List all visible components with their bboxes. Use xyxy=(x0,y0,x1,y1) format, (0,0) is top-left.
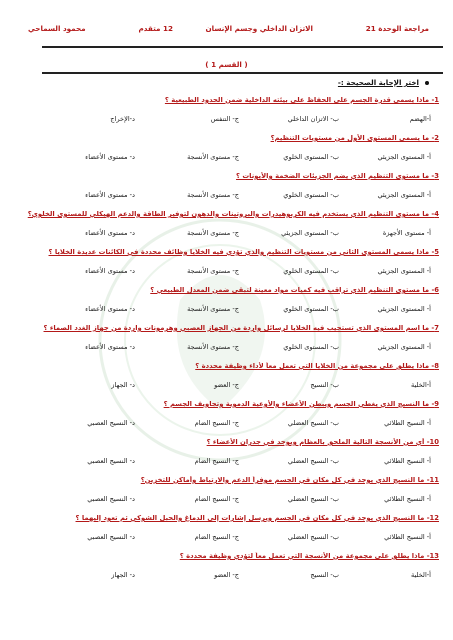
option-c[interactable]: ج- النسيج الضام xyxy=(194,419,239,427)
options-7 xyxy=(10,343,435,352)
option-a[interactable]: أ-الخلية xyxy=(410,571,431,579)
option-b[interactable]: ب- المستوى الخلوي xyxy=(283,153,339,161)
option-b[interactable]: ب- النسيج العضلي xyxy=(287,495,339,503)
option-d[interactable]: د- مستوى الأعضاء xyxy=(85,153,135,161)
options-2 xyxy=(10,153,435,162)
question-12: 12- ما النسيج الذي يوجد في كل مكان في الجسم ويرسل إشارات إلى الدماغ والحبل الشوكي ثم تعود إليهما ؟ xyxy=(75,514,439,522)
question-11: 11- ما النسيج الذي يوجد في كل مكان في الجسم موفراً الدعم والارتباط وأماكن للتخزين؟ xyxy=(140,476,439,484)
question-9: 9- ما النسيج الذي يغطي الجسم ويبطن الأعضاء والأوعية الدموية وتجاويف الجسم ؟ xyxy=(163,400,439,408)
question-4: 4- ما مستوى التنظيم الذي يستخدم فيه الكربوهيدرات والبروتينات والدهون لتوفير الطاقة والدعم الهيكلي للمستوى الخلوي؟ xyxy=(27,210,439,218)
question-3: 3- ما مستوى التنظيم الذي يضم الجزيئات الضخمة والأيونات ؟ xyxy=(236,172,439,180)
instructions xyxy=(338,78,429,87)
option-a[interactable]: أ- المستوى الجزيئي xyxy=(377,153,431,161)
option-c[interactable]: ج- العضو xyxy=(214,571,239,579)
options-1 xyxy=(10,115,435,124)
option-d[interactable]: د- مستوى الأعضاء xyxy=(85,267,135,275)
option-b[interactable]: ب- المستوى الخلوي xyxy=(283,305,339,313)
options-11 xyxy=(10,495,435,504)
option-d[interactable]: د- مستوى الأعضاء xyxy=(85,305,135,313)
option-a[interactable]: أ- المستوى الجزيئي xyxy=(377,343,431,351)
option-b[interactable]: ب- النسيج العضلي xyxy=(287,419,339,427)
option-d[interactable]: د- مستوى الأعضاء xyxy=(85,343,135,351)
options-12 xyxy=(10,533,435,542)
option-d[interactable]: د- النسيج العصبي xyxy=(87,457,135,465)
option-d[interactable]: د- مستوى الأعضاء xyxy=(85,229,135,237)
option-c[interactable]: ج- النسيج الضام xyxy=(194,495,239,503)
option-d[interactable]: د- النسيج العصبي xyxy=(87,495,135,503)
option-d[interactable]: د- مستوى الأعضاء xyxy=(85,191,135,199)
section-label: ( القسم 1 ) xyxy=(205,60,248,69)
option-b[interactable]: ب- المستوى الخلوي xyxy=(283,267,339,275)
question-10: 10- أي من الأنسجة التالية الملحق بالعظام ويوجد في جدران الأعضاء ؟ xyxy=(206,438,439,446)
option-b[interactable]: ب- النسيج العضلي xyxy=(287,457,339,465)
option-c[interactable]: ج- مستوى الأنسجة xyxy=(187,343,239,351)
option-c[interactable]: ج- مستوى الأنسجة xyxy=(187,305,239,313)
option-a[interactable]: أ- النسيج الطلائي xyxy=(384,533,431,541)
option-c[interactable]: ج- مستوى الأنسجة xyxy=(187,229,239,237)
option-b[interactable]: ب- المستوى الجزيئي xyxy=(281,229,339,237)
options-3 xyxy=(10,191,435,200)
option-a[interactable]: أ- المستوى الجزيئي xyxy=(377,267,431,275)
option-a[interactable]: أ-الخلية xyxy=(410,381,431,389)
option-d[interactable]: د-الإخراج xyxy=(110,115,135,123)
question-13: 13- ماذا يطلق على مجموعة من الأنسجة التي تعمل معاً لتؤدي وظيفة محددة ؟ xyxy=(179,552,439,560)
option-c[interactable]: ج- النسيج الضام xyxy=(194,457,239,465)
options-5 xyxy=(10,267,435,276)
header xyxy=(20,24,433,38)
option-b[interactable]: ب- النسيج العضلي xyxy=(287,533,339,541)
option-a[interactable]: أ- النسيج الطلائي xyxy=(384,495,431,503)
option-a[interactable]: أ- المستوى الجزيئي xyxy=(377,191,431,199)
option-a[interactable]: أ- مستوى الأجهزة xyxy=(382,229,431,237)
option-c[interactable]: ج- مستوى الأنسجة xyxy=(187,153,239,161)
option-b[interactable]: ب- المستوى الخلوي xyxy=(283,191,339,199)
option-d[interactable]: د- النسيج العصبي xyxy=(87,533,135,541)
option-d[interactable]: د- الجهاز xyxy=(111,381,135,389)
grade-label: 12 متقدم xyxy=(138,24,173,33)
option-a[interactable]: أ- المستوى الجزيئي xyxy=(377,305,431,313)
option-d[interactable]: د- النسيج العصبي xyxy=(87,419,135,427)
option-c[interactable]: ج- مستوى الأنسجة xyxy=(187,267,239,275)
options-13 xyxy=(10,571,435,580)
question-2: 2- ما يسمى المستوى الأول من مستويات التنظيم؟ xyxy=(270,134,439,142)
options-8 xyxy=(10,381,435,390)
options-6 xyxy=(10,305,435,314)
option-d[interactable]: د- الجهاز xyxy=(111,571,135,579)
option-a[interactable]: أ- النسيج الطلائي xyxy=(384,419,431,427)
author-name: محمود السماحي xyxy=(28,24,86,33)
option-c[interactable]: ج- مستوى الأنسجة xyxy=(187,191,239,199)
option-b[interactable]: ب- النسيج xyxy=(310,571,339,579)
option-a[interactable]: أ- النسيج الطلائي xyxy=(384,457,431,465)
options-10 xyxy=(10,457,435,466)
question-5: 5- ماذا يسمى المستوى الثاني من مستويات التنظيم والذي تؤدي فيه الخلايا وظائف محددة في الكائنات عديدة الخلايا ؟ xyxy=(48,248,439,256)
unit-label: مراجعة الوحدة 21 xyxy=(365,24,429,33)
question-6: 6- ما مستوى التنظيم الذي تراقب فيه كميات مواد معينة لتبقى ضمن المعدل الطبيعي ؟ xyxy=(150,286,439,294)
option-c[interactable]: ج- النسيج الضام xyxy=(194,533,239,541)
option-c[interactable]: ج- العضو xyxy=(214,381,239,389)
header-divider xyxy=(42,46,443,48)
option-b[interactable]: ب- النسيج xyxy=(310,381,339,389)
question-8: 8- ماذا يطلق على مجموعة من الخلايا التي تعمل معاً لأداء وظيفة محددة ؟ xyxy=(195,362,439,370)
question-7: 7- ما اسم المستوى الذي تستجيب فيه الخلايا لرسائل واردة من الجهاز العصبي وهرمونات واردة من جهاز الغدد الصماء ؟ xyxy=(43,324,439,332)
bullet-icon xyxy=(425,81,429,85)
option-b[interactable]: ب- المستوى الخلوي xyxy=(283,343,339,351)
instructions-text: اختر الإجابة الصحيحة :- xyxy=(337,78,419,87)
option-b[interactable]: ب- الاتزان الداخلي xyxy=(287,115,339,123)
section-divider xyxy=(42,72,443,74)
question-1: 1- ماذا يسمى قدرة الجسم على الحفاظ على بيئته الداخلية ضمن الحدود الطبيعية ؟ xyxy=(164,96,439,104)
options-9 xyxy=(10,419,435,428)
lesson-title: الاتزان الداخلي وجسم الإنسان xyxy=(205,24,313,33)
option-a[interactable]: أ-الهضم xyxy=(409,115,431,123)
option-c[interactable]: ج- التنفس xyxy=(210,115,239,123)
options-4 xyxy=(10,229,435,238)
